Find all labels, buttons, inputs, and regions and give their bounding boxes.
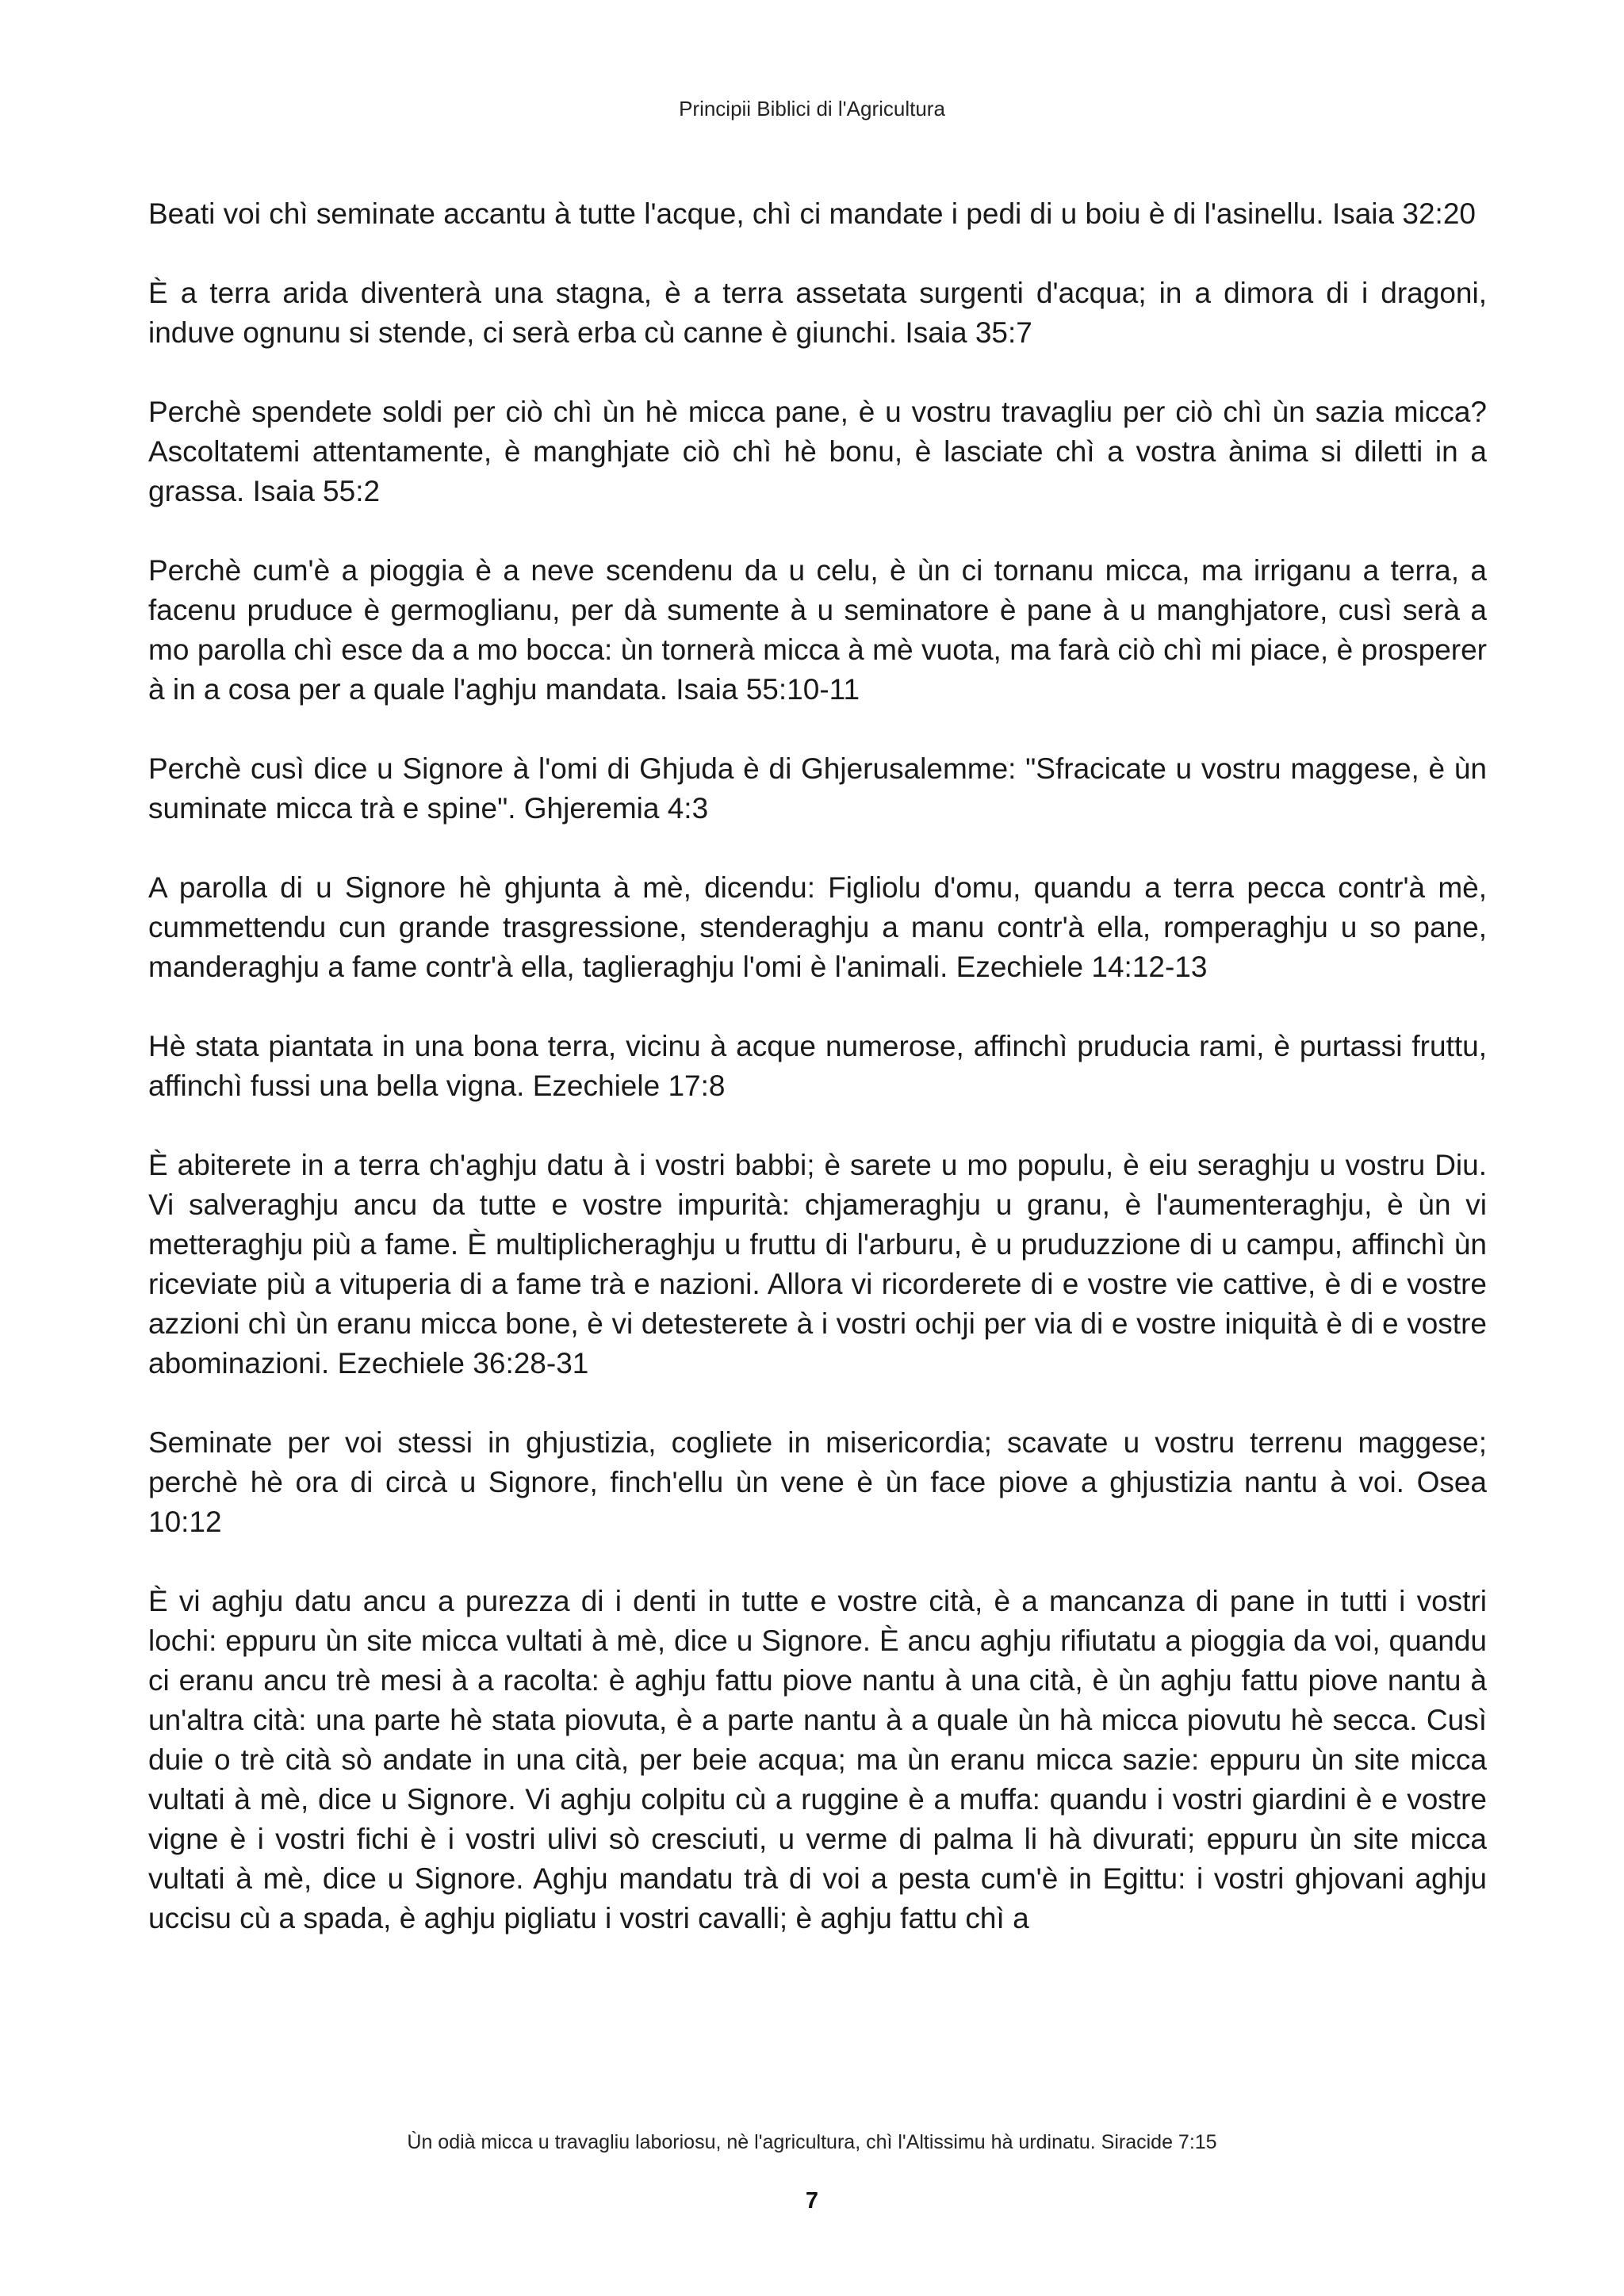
paragraph-isaia-55-2: Perchè spendete soldi per ciò chì ùn hè micca pane, è u vostru travagliu per ciò chì ùn sazia micca? Ascoltatemi attentamente, è manghjate ciò chì hè bonu, è lasciate chì a vostra ànima si diletti in a grassa. Isaia 55:2 (148, 396, 1487, 507)
paragraph-osea-10-12: Seminate per voi stessi in ghjustizia, cogliete in misericordia; scavate u vostru terrenu maggese; perchè hè ora di circà u Signore, finch'ellu ùn vene è ùn face piove a ghjustizia nantu à voi. Osea 10:12 (148, 1426, 1487, 1538)
page-body (148, 194, 1487, 1938)
page-number: 7 (805, 2188, 819, 2214)
paragraph-isaia-32-20: Beati voi chì seminate accantu à tutte l'acque, chì ci mandate i pedi di u boiu è di l'asinellu. Isaia 32:20 (148, 197, 1476, 230)
paragraph-ezechiele-17-8: Hè stata piantata in una bona terra, vicinu à acque numerose, affinchì pruducia rami, è purtassi fruttu, affinchì fussi una bella vigna. Ezechiele 17:8 (148, 1030, 1487, 1102)
running-header: Principii Biblici di l'Agricultura (679, 97, 945, 121)
paragraph-ezechiele-14-12-13: A parolla di u Signore hè ghjunta à mè, dicendu: Figliolu d'omu, quandu a terra pecca contr'à mè, cummettendu cun grande trasgressione, stenderaghju a manu contr'à ella, romperaghju u so pane, manderaghju a fame contr'à ella, taglieraghju l'omi è l'animali. Ezechiele 14:12-13 (148, 871, 1487, 983)
paragraph-ghjeremia-4-3: Perchè cusì dice u Signore à l'omi di Ghjuda è di Ghjerusalemme: "Sfracicate u vostru maggese, è ùn suminate micca trà e spine". Ghjeremia 4:3 (148, 752, 1487, 825)
paragraph-amos-excerpt: È vi aghju datu ancu a purezza di i denti in tutte e vostre cità, è a mancanza di pane in tutti i vostri lochi: eppuru ùn site micca vultati à mè, dice u Signore. È ancu aghju rifiutatu a pioggia da voi, quandu ci eranu ancu trè mesi à a racolta: è aghju fattu piove nantu à una cità, è ùn aghju fattu piove nantu à un'altra cità: una parte hè stata piovuta, è a parte nantu à a quale ùn hà micca piovutu hè secca. Cusì duie o trè cità sò andate in una cità, per beie acqua; ma ùn eranu micca sazie: eppuru ùn site micca vultati à mè, dice u Signore. Vi aghju colpitu cù a ruggine è a muffa: quandu i vostri giardini è e vostre vigne è i vostri fichi è i vostri ulivi sò cresciuti, u verme di palma li hà divurati; eppuru ùn site micca vultati à mè, dice u Signore. Aghju mandatu trà di voi a pesta cum'è in Egittu: i vostri ghjovani aghju uccisu cù a spada, è aghju pigliatu i vostri cavalli; è aghju fattu chì a (148, 1585, 1487, 1934)
paragraph-isaia-55-10-11: Perchè cum'è a pioggia è a neve scendenu da u celu, è ùn ci tornanu micca, ma irriganu a terra, a facenu pruduce è germoglianu, per dà sumente à u seminatore è pane à u manghjatore, cusì serà a mo parolla chì esce da a mo bocca: ùn tornerà micca à mè vuota, ma farà ciò chì mi piace, è prosperer à in a cosa per a quale l'aghju mandata. Isaia 55:10-11 (148, 554, 1487, 706)
paragraph-isaia-35-7: È a terra arida diventerà una stagna, è a terra assetata surgenti d'acqua; in a dimora di i dragoni, induve ognunu si stende, ci serà erba cù canne è giunchi. Isaia 35:7 (148, 277, 1487, 349)
running-footer: Ùn odià micca u travagliu laboriosu, nè l'agricultura, chì l'Altissimu hà urdinatu. Siracide 7:15 (407, 2131, 1217, 2153)
paragraph-ezechiele-36-28-31: È abiterete in a terra ch'aghju datu à i vostri babbi; è sarete u mo populu, è eiu seraghju u vostru Diu. Vi salveraghju ancu da tutte e vostre impurità: chjameraghju u granu, è l'aumenteraghju, è ùn vi metteraghju più a fame. È multiplicheraghju u fruttu di l'arburu, è u pruduzzione di u campu, affinchì ùn riceviate più a vituperia di a fame trà e nazioni. Allora vi ricorderete di e vostre vie cattive, è di e vostre azzioni chì ùn eranu micca bone, è vi detesterete à i vostri ochji per via di e vostre iniquità è di e vostre abominazioni. Ezechiele 36:28-31 (148, 1149, 1487, 1380)
